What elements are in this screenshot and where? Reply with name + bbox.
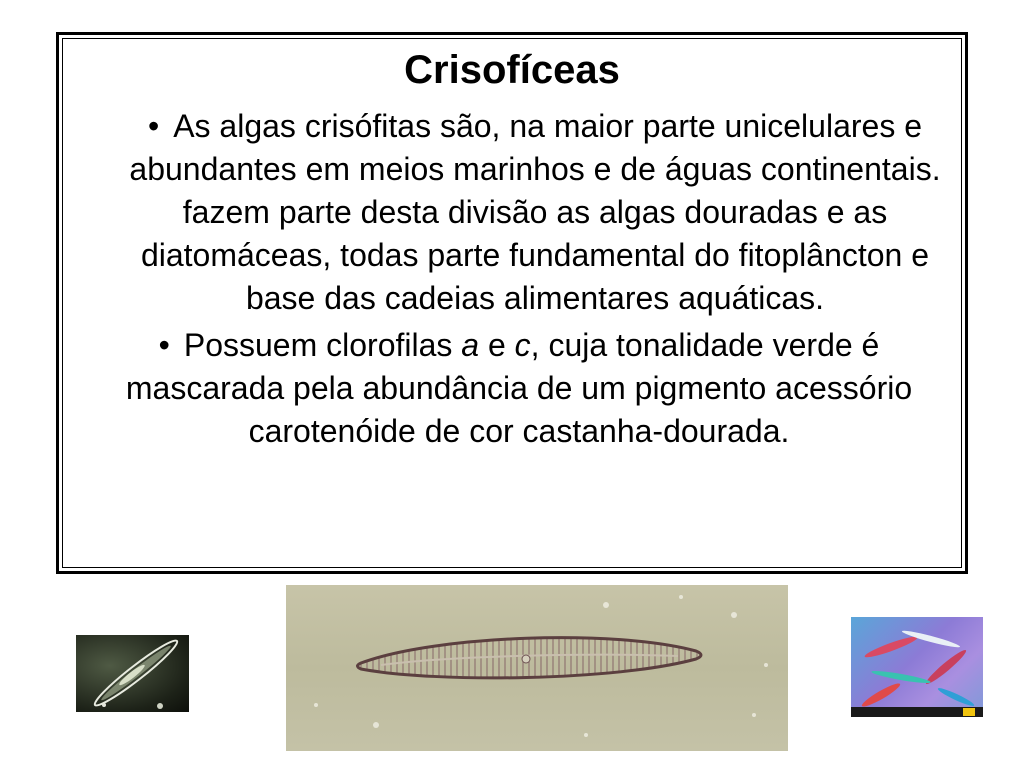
bullet-italic-c: c (514, 327, 531, 363)
bullet-text-2c: , cuja tonalidade verde é mascarada pela abundância de um pigmento acessório carotenóide de cor castanha-dourada. (125, 327, 913, 449)
bullet-list (63, 105, 961, 453)
content-frame (56, 32, 968, 574)
bullet-text-2b: e (479, 327, 515, 363)
diatom-micrograph-center (286, 585, 788, 751)
microscope-image-icon (851, 617, 983, 717)
content-frame-inner (62, 38, 962, 568)
bullet-text-2a: Possuem clorofilas (183, 327, 462, 363)
bullet-italic-a: a (461, 327, 480, 363)
bullet-item-2 (63, 324, 961, 453)
microscope-image-icon (76, 635, 189, 712)
bullet-item-1 (63, 105, 961, 320)
bullet-text-1: As algas crisófitas são, na maior parte unicelulares e abundantes em meios marinhos e de águas continentais. fazem parte desta divisão as algas douradas e as diatomáceas, todas parte fundamental do fitoplâncton e base das cadeias alimentares aquáticas. (129, 108, 941, 316)
diatoms-colorful-micrograph (851, 617, 983, 717)
diatom-icon (286, 585, 788, 751)
diatom-micrograph-dark (76, 635, 189, 712)
slide-title: Crisofíceas (404, 48, 620, 92)
bullet-symbol: • (147, 108, 160, 144)
bullet-symbol: • (158, 327, 170, 363)
